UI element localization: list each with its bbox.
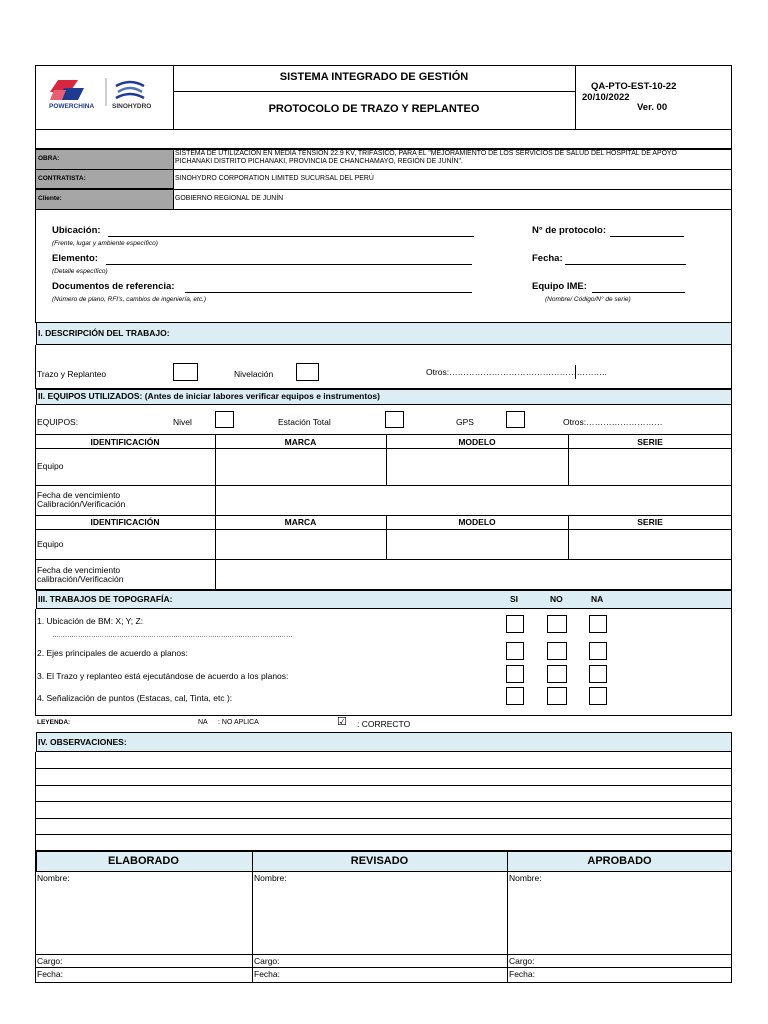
fecha-line[interactable]: [565, 264, 686, 265]
nivel-label: Nivel: [173, 417, 192, 427]
section-1-title: I. DESCRIPCIÓN DEL TRABAJO:: [38, 328, 170, 338]
aprobado-nombre: Nombre:: [509, 873, 542, 883]
item4-na-checkbox[interactable]: [589, 687, 607, 705]
section-4-title: IV. OBSERVACIONES:: [38, 737, 127, 747]
leyenda-label: LEYENDA:: [37, 719, 71, 726]
table1-col-serie: SERIE: [637, 437, 663, 447]
document-code: QA-PTO-EST-10-22: [591, 81, 677, 92]
gps-checkbox[interactable]: [506, 411, 525, 428]
table2-equipo: Equipo: [37, 539, 64, 549]
table1-equipo: Equipo: [37, 461, 64, 471]
leyenda-no-aplica: : NO APLICA: [218, 719, 259, 726]
document-version: Ver. 00: [637, 102, 668, 113]
ubicacion-label: Ubicación:: [52, 225, 101, 236]
table1-col-modelo: MODELO: [458, 437, 496, 447]
elaborado-title: ELABORADO: [108, 855, 179, 867]
item1-no-checkbox[interactable]: [547, 615, 567, 633]
ubicacion-hint: (Frente, lugar y ambiente específico): [52, 240, 158, 247]
otros-desc: Otros:………………………………………………..: [426, 367, 607, 377]
protocolo-line[interactable]: [610, 236, 684, 237]
obra-label: OBRA:: [38, 155, 60, 162]
obra-value-line2: PICHANAKI DISTRITO PICHANAKI, PROVINCIA DE CHANCHAMAYO, REGIÓN DE JUNÍN".: [175, 158, 463, 165]
ubicacion-line[interactable]: [108, 236, 474, 237]
item1-si-checkbox[interactable]: [506, 615, 524, 633]
aprobado-title: APROBADO: [587, 855, 652, 867]
section-4-header: [36, 732, 732, 752]
cliente-label: Cliente:: [38, 195, 62, 202]
estacion-checkbox[interactable]: [385, 411, 404, 428]
protocolo-label: N° de protocolo:: [532, 225, 606, 236]
nivelacion-label: Nivelación: [234, 369, 274, 379]
table2-fecha-venc-b: calibración/Verificación: [37, 574, 124, 584]
document-date: 20/10/2022: [582, 92, 630, 103]
elaborado-cargo: Cargo:: [37, 956, 63, 966]
item4-si-checkbox[interactable]: [506, 687, 524, 705]
equipo-ime-hint: (Nombre/ Código/N° de serie): [545, 296, 631, 303]
topo-item-4: 4. Señalización de puntos (Estacas, cal, Tinta, etc ):: [37, 693, 233, 703]
fecha-label: Fecha:: [532, 253, 563, 264]
otros-equipos: Otros:………………………: [563, 417, 663, 427]
nivelacion-checkbox[interactable]: [296, 363, 319, 381]
topo-item-3: 3. El Trazo y replanteo está ejecutándose de acuerdo a los planos:: [37, 671, 289, 681]
estacion-label: Estación Total: [278, 417, 331, 427]
table2-fecha-venc-a: Fecha de vencimiento: [37, 565, 121, 575]
table1-col-marca: MARCA: [284, 437, 317, 447]
revisado-nombre: Nombre:: [254, 873, 287, 883]
table2-col-identificacion: IDENTIFICACIÓN: [90, 517, 160, 527]
leyenda-na: NA: [198, 719, 208, 726]
col-si: SI: [510, 594, 519, 604]
check-icon: ☑: [337, 715, 347, 728]
item1-na-checkbox[interactable]: [589, 615, 607, 633]
table2-col-serie: SERIE: [637, 517, 663, 527]
topo-item-1-dots: …………………………………………………………………………………………………: [52, 632, 293, 639]
documentos-label: Documentos de referencia:: [52, 281, 175, 292]
leyenda-correcto: : CORRECTO: [357, 719, 411, 729]
section-3-title: III. TRABAJOS DE TOPOGRAFÍA:: [38, 594, 173, 604]
cliente-value: GOBIERNO REGIONAL DE JUNÍN: [175, 195, 284, 202]
topo-item-2: 2. Ejes principales de acuerdo a planos:: [37, 648, 188, 658]
table1-fecha-venc-b: Calibración/Verificación: [37, 499, 126, 509]
documentos-line[interactable]: [185, 292, 472, 293]
table2-col-modelo: MODELO: [458, 517, 496, 527]
table1-col-identificacion: IDENTIFICACIÓN: [90, 437, 160, 447]
item2-no-checkbox[interactable]: [547, 642, 567, 660]
col-na: NA: [591, 594, 604, 604]
table1-fecha-venc-a: Fecha de vencimiento: [37, 490, 121, 500]
protocol-title: PROTOCOLO DE TRAZO Y REPLANTEO: [268, 103, 480, 115]
gps-label: GPS: [456, 417, 474, 427]
company-logo: [44, 76, 162, 116]
item4-no-checkbox[interactable]: [547, 687, 567, 705]
elemento-hint: (Detalle específico): [52, 268, 108, 275]
item2-na-checkbox[interactable]: [589, 642, 607, 660]
logo-left-text: POWERCHINA: [49, 103, 95, 110]
elaborado-nombre: Nombre:: [37, 873, 70, 883]
equipo-ime-line[interactable]: [592, 292, 685, 293]
item3-no-checkbox[interactable]: [547, 665, 567, 683]
contratista-label: CONTRATISTA:: [38, 175, 86, 182]
col-no: NO: [550, 594, 563, 604]
revisado-title: REVISADO: [350, 855, 409, 867]
obra-value-line1: SISTEMA DE UTILIZACIÓN EN MEDIA TENSIÓN 22.9 KV, TRIFÁSICO, PARA EL "MEJORAMIENTO DE LOS SERVICIOS DE SALUD DEL HOSPITAL DE APOYO: [175, 150, 677, 157]
nivel-checkbox[interactable]: [215, 411, 234, 428]
equipo-ime-label: Equipo IME:: [532, 281, 587, 292]
contratista-value: SINOHYDRO CORPORATION LIMITED SUCURSAL DEL PERÚ: [175, 175, 374, 182]
item3-na-checkbox[interactable]: [589, 665, 607, 683]
trazo-label: Trazo y Replanteo: [37, 369, 107, 379]
revisado-fecha: Fecha:: [254, 969, 280, 979]
table2-col-marca: MARCA: [284, 517, 317, 527]
system-title: SISTEMA INTEGRADO DE GESTIÓN: [279, 71, 469, 83]
elemento-line[interactable]: [106, 264, 472, 265]
aprobado-cargo: Cargo:: [509, 956, 535, 966]
item3-si-checkbox[interactable]: [506, 665, 524, 683]
trazo-checkbox[interactable]: [173, 363, 198, 381]
logo-right-text: SINOHYDRO: [112, 103, 152, 110]
documentos-hint: (Número de plano, RFI's, cambios de ingeniería, etc.): [52, 296, 207, 303]
elemento-label: Elemento:: [52, 253, 98, 264]
aprobado-fecha: Fecha:: [509, 969, 535, 979]
topo-item-1: 1. Ubicación de BM: X; Y; Z:: [37, 616, 144, 626]
item2-si-checkbox[interactable]: [506, 642, 524, 660]
section-2-title: II. EQUIPOS UTILIZADOS: (Antes de iniciar labores verificar equipos e instrumentos): [38, 391, 380, 401]
revisado-cargo: Cargo:: [254, 956, 280, 966]
elaborado-fecha: Fecha:: [37, 969, 63, 979]
equipos-label: EQUIPOS:: [37, 417, 79, 427]
